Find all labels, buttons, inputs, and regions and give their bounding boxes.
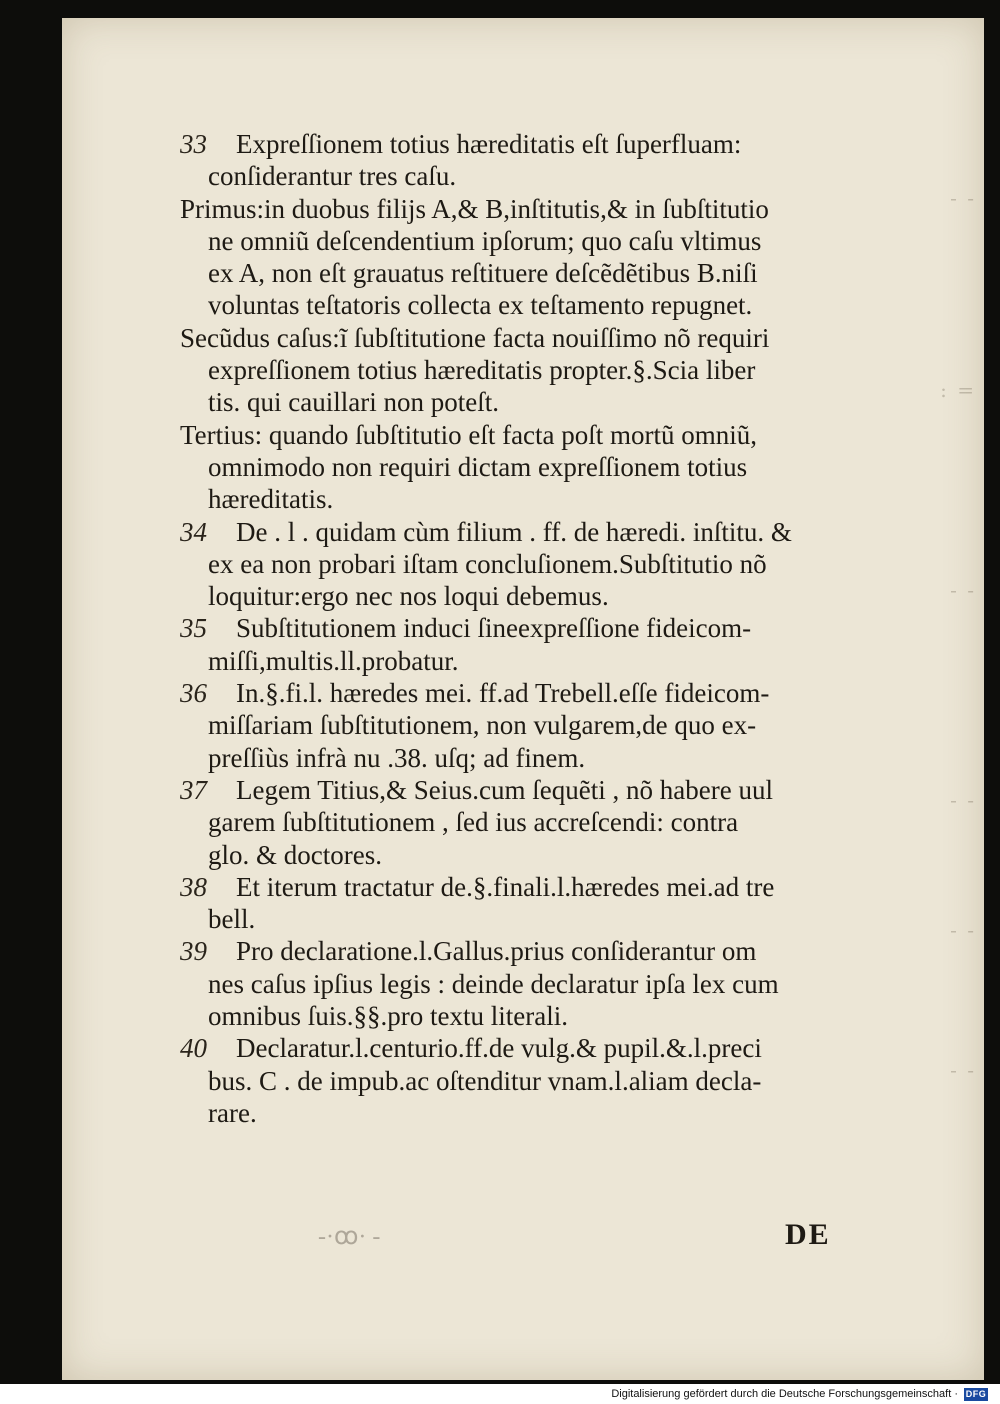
entry-line: hæreditatis. xyxy=(208,484,334,515)
index-entry xyxy=(180,774,900,871)
index-list xyxy=(180,128,900,1129)
index-entry xyxy=(180,871,900,936)
index-entry xyxy=(180,193,900,322)
entry-line: ex ea non probari iſtam concluſionem.Subſtitutio nõ xyxy=(208,548,767,579)
entry-line: miſſariam ſubſtitutionem, non vulgarem,de quo ex- xyxy=(208,710,757,741)
entry-number: 39 xyxy=(180,936,207,967)
entry-line: voluntas teſtatoris collecta ex teſtamento repugnet. xyxy=(208,290,753,321)
entry-number: 37 xyxy=(180,774,207,805)
entry-line: bell. xyxy=(208,904,256,935)
catchword: DE xyxy=(785,1218,831,1251)
index-entry xyxy=(180,677,900,774)
entry-line: bus. C . de impub.ac oſtenditur vnam.l.aliam decla- xyxy=(208,1065,762,1096)
dfg-logo: DFG xyxy=(965,1389,987,1399)
entry-line: omnimodo non requiri dictam expreſſionem totius xyxy=(208,451,748,482)
index-entry xyxy=(180,322,900,419)
entry-line: Et iterum tractatur de.§.finali.l.hæredes mei.ad tre xyxy=(236,871,775,902)
entry-line: Legem Titius,& Seius.cum ſequẽti , nõ habere uul xyxy=(236,774,773,805)
entry-line: In.§.fi.l. hæredes mei. ff.ad Trebell.eſſe fideicom- xyxy=(236,678,770,709)
entry-number: 34 xyxy=(180,516,207,547)
entry-number: 35 xyxy=(180,613,207,644)
ink-smudge: -·ꝏ· - xyxy=(318,1224,381,1250)
entry-number: 36 xyxy=(180,678,207,709)
entry-line: glo. & doctores. xyxy=(208,839,382,870)
entry-line: preſſiùs infrà nu .38. uſq; ad finem. xyxy=(208,742,586,773)
index-entry xyxy=(180,128,900,193)
index-entry xyxy=(180,1032,900,1129)
entry-line: rare. xyxy=(208,1097,257,1128)
entry-line: tis. qui cauillari non poteſt. xyxy=(208,387,499,418)
entry-number: 40 xyxy=(180,1033,207,1064)
bleed-through-mark: - - xyxy=(950,1058,976,1082)
entry-line: Primus:in duobus filijs A,& B,inſtitutis,& in ſubſtitutio xyxy=(180,193,769,224)
entry-line: conſiderantur tres caſu. xyxy=(208,161,457,192)
entry-line: expreſſionem totius hæreditatis propter.§.Scia liber xyxy=(208,355,756,386)
entry-line: nes caſus ipſius legis : deinde declaratur ipſa lex cum xyxy=(208,968,779,999)
bleed-through-mark: : = xyxy=(940,378,976,402)
entry-line: De . l . quidam cùm filium . ff. de hæredi. inſtitu. & xyxy=(236,516,792,547)
entry-line: Pro declaratione.l.Gallus.prius conſiderantur om xyxy=(236,936,757,967)
entry-line: Expreſſionem totius hæreditatis eſt ſuperfluam: xyxy=(236,129,742,159)
bleed-through-mark: - - xyxy=(950,918,976,942)
entry-line: ne omniũ deſcendentium ipſorum; quo caſu vltimus xyxy=(208,225,762,256)
entry-line: miſſi,multis.ll.probatur. xyxy=(208,645,459,676)
bleed-through-mark: - - xyxy=(950,186,976,210)
entry-line: garem ſubſtitutionem , ſed ius accreſcendi: contra xyxy=(208,807,739,838)
entry-number: 38 xyxy=(180,871,207,902)
entry-line: Declaratur.l.centurio.ff.de vulg.& pupil.&.l.preci xyxy=(236,1033,762,1064)
index-entry xyxy=(180,419,900,516)
entry-line: loquitur:ergo nec nos loqui debemus. xyxy=(208,581,609,612)
index-entry xyxy=(180,612,900,677)
entry-number: 33 xyxy=(180,129,207,159)
entry-line: Tertius: quando ſubſtitutio eſt facta poſt mortũ omniũ, xyxy=(180,419,758,450)
bleed-through-mark: - - xyxy=(950,788,976,812)
entry-line: Secũdus caſus:ĩ ſubſtitutione facta nouiſſimo nõ requiri xyxy=(180,322,770,353)
index-entry xyxy=(180,516,900,613)
index-entry xyxy=(180,935,900,1032)
footer-credit-text: Digitalisierung gefördert durch die Deutsche Forschungsgemeinschaft · xyxy=(611,1388,958,1400)
entry-line: ex A, non eſt grauatus reſtituere deſcẽdẽtibus B.niſi xyxy=(208,258,758,289)
bleed-through-mark: - - xyxy=(950,578,976,602)
entry-line: Subſtitutionem induci ſineexpreſſione fideicom- xyxy=(236,613,752,644)
entry-line: omnibus ſuis.§§.pro textu literali. xyxy=(208,1001,568,1032)
digitization-footer xyxy=(0,1384,1000,1404)
